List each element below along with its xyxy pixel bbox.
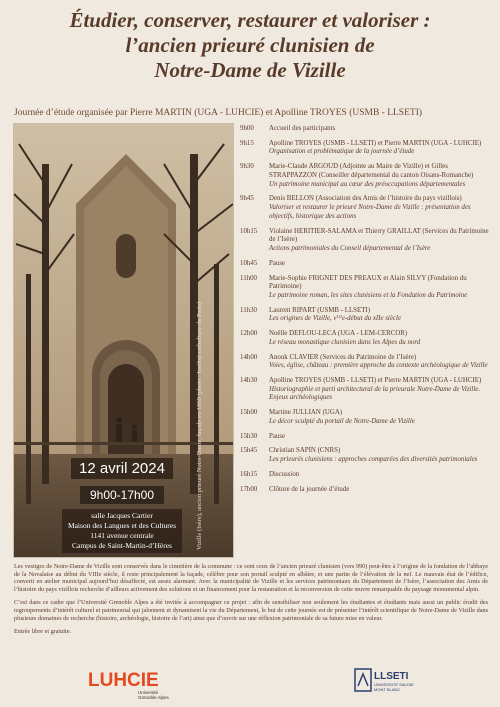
llseti-logo [354,664,414,698]
title-line-3: Notre-Dame de Vizille [154,58,346,82]
program-time: 15h45 [240,447,258,455]
description-text [14,563,488,642]
program-talk-title: Actions patrimoniales du Conseil départemental de l’Isère [269,244,431,252]
llseti-logo-sub [374,683,414,692]
program-talk-title: Les prieurés clunisiens : approches comparées des diversités patrimoniales [269,456,478,464]
venue-line-3: 1141 avenue centrale [90,531,154,540]
program-speakers: Apolline TROYES (USMB - LLSETI) et Pierre MARTIN (UGA - LUHCIE) [269,139,482,147]
event-hours: 9h00-17h00 [80,486,164,504]
program-speakers: Accueil des participants [269,125,336,132]
luhcie-logo [88,664,180,698]
llseti-emblem-icon [354,668,372,692]
program-time: 14h30 [240,377,258,385]
program-speakers: Christian SAPIN (CNRS) [269,447,341,455]
program-item [240,447,492,464]
program-item [240,486,492,495]
description-paragraph-1: Les vestiges de Notre-Dame de Vizille sont conservés dans le cimetière de la commune : ce sont ceux de l’ancien prieuré clunisien (vers 990) peut-être à l’origine de la fondation de l’abbaye de la Novalaise au début du VIIIe siècle, il reste principalement la façade, célèbre pour son portail sculpté en albâtre, et une partie de l’élévation de la nef. Le mauvais état de l’édifice, converti en atelier municipal aujourd’hui désaffecté, est assez alarmant. Avec la municipalité de Vizille et les services patrimoniaux du Département de l’Isère, l’association des Amis de l’histoire du pays vizillois recherche d’ailleurs activement des solutions et un financement pour la restauration et la reconversion de cette œuvre remarquable du paysage monumental alpin. [14,563,488,593]
venue-line-2: Maison des Langues et des Cultures [67,521,177,530]
luhcie-sub-line-2: Grenoble Alpes [138,695,169,700]
program-talk-title: Le patrimoine roman, les sites clunisiens et la Fondation du Patrimoine [269,291,468,299]
title-line-2: l’ancien prieuré clunisien de [125,33,375,57]
program-item [240,228,492,254]
poster-title [0,8,500,83]
program-schedule [240,125,492,494]
program-item [240,195,492,221]
venue-line-1: salle Jacques Cartier [91,511,153,520]
event-date: 12 avril 2024 [71,458,173,479]
program-time: 11h00 [240,274,257,282]
program-item [240,125,492,134]
venue-line-4: Campus de Saint-Martin-d’Hères [72,541,172,550]
program-speakers: Anouk CLAVIER (Services du Patrimoine de l’Isère) [269,353,417,361]
program-talk-title: Voies, église, château : première approche du contexte archéologique de Vizille [269,362,488,370]
program-speakers: Discussion [269,470,300,478]
program-time: 17h00 [240,485,258,493]
program-time: 14h00 [240,353,258,361]
program-time: 9h15 [240,139,254,147]
title-line-1: Étudier, conserver, restaurer et valoriser : [69,8,431,32]
program-speakers: Violaine HERITIER-SALAMA et Thierry GRAILLAT (Services du Patrimoine de l’Isère) [269,227,489,244]
program-item [240,354,492,371]
program-speakers: Apolline TROYES (USMB - LLSETI) et Pierre MARTIN (UGA - LUHCIE) [269,377,482,385]
program-speakers: Marie-Claude ARGOUD (Adjointe au Maire de Vizille) et Gilles STRAPPAZZON (Conseiller départemental du canton Oisans-Romanche) [269,163,474,179]
program-speakers: Denis BELLON (Association des Amis de l’histoire du pays vizillois) [269,195,462,203]
program-speakers: Noëlle DEFLOU-LECA (UGA - LEM-CERCOR) [269,330,408,338]
program-item [240,163,492,189]
event-info [42,458,202,556]
program-time: 9h45 [240,195,254,203]
luhcie-logo-sub [138,690,169,700]
llseti-sub-line-1: UNIVERSITÉ SAVOIE [374,682,414,687]
program-speakers: Marie-Sophie FRIGNET DES PREAUX et Alain SILVY (Fondation du Patrimoine) [269,274,467,291]
program-speakers: Laurent RIPART (USMB - LLSETI) [269,306,371,314]
program-item [240,260,492,269]
program-time: 16h15 [240,470,258,478]
program-item [240,433,492,442]
program-item [240,330,492,347]
organizers-line: Journée d’étude organisée par Pierre MARTIN (UGA - LUHCIE) et Apolline TROYES (USMB - LLSETI) [14,108,423,118]
luhcie-logo-word: LUHCIE [88,670,159,691]
program-talk-title: Historiographie et parti architectural de la prieurale Notre-Dame de Vizille. Enjeux archéologiques [269,385,481,402]
program-item [240,307,492,324]
program-speakers: Pause [269,432,286,440]
program-item [240,409,492,426]
program-talk-title: Le réseau monastique clunisien dans les Alpes du nord [269,338,421,346]
program-speakers: Pause [269,259,286,267]
program-time: 9h00 [240,125,254,132]
program-talk-title: Les origines de Vizille, vᴵᴵᴵe-début du xIIe siècle [269,315,401,323]
program-speakers: Martine JULLIAN (UGA) [269,409,343,417]
description-paragraph-2: C’est dans ce cadre que l’Université Grenoble Alpes a été invitée à accompagner ce projet : afin de sensibiliser non seulement les étudiantes et étudiants mais aussi un public érudit des regroupements d’intérêt culturel et patrimonial qui jalonnent et dynamisent la vie du Département, le but de cette journée est de présenter l’intérêt scientifique de Notre-Dame de Vizille dans plusieurs domaines de recherche (histoire, archéologie, histoire de l’art) ainsi que d’ouvrir sur une réflexion patrimoniale de sa future mise en valeur. [14,599,488,622]
program-speakers: Clôture de la journée d’étude [269,485,350,493]
program-time: 15h00 [240,409,258,417]
program-time: 9h30 [240,163,254,171]
program-item [240,275,492,301]
program-talk-title: Valoriser et restaurer le prieuré Notre-Dame de Vizille : présentation des objectifs, historique des actions [269,204,471,220]
program-time: 10h45 [240,259,258,267]
llseti-logo-word: LLSETI [374,671,409,682]
event-venue [62,509,182,553]
program-talk-title: Organisation et problématique de la journée d’étude [269,148,415,156]
admission-note: Entrée libre et gratuite. [14,628,72,636]
program-time: 11h30 [240,306,257,314]
program-item [240,471,492,480]
program-time: 10h15 [240,227,258,235]
luhcie-sub-line-1: Université [138,690,159,695]
llseti-sub-line-2: MONT BLANC [374,686,401,692]
program-item [240,140,492,157]
program-talk-title: Le décor sculpté du portail de Notre-Dame de Vizille [269,417,415,425]
program-item [240,377,492,403]
program-talk-title: Un patrimoine municipal au cœur des préoccupations départementales [269,180,466,188]
program-time: 12h00 [240,330,258,338]
program-time: 15h30 [240,432,258,440]
photo-credit-text: Vizille (Isère), ancien prieuré Notre-Dame, façade en 1869 (photo : Institut catholique de Paris) [196,301,203,550]
